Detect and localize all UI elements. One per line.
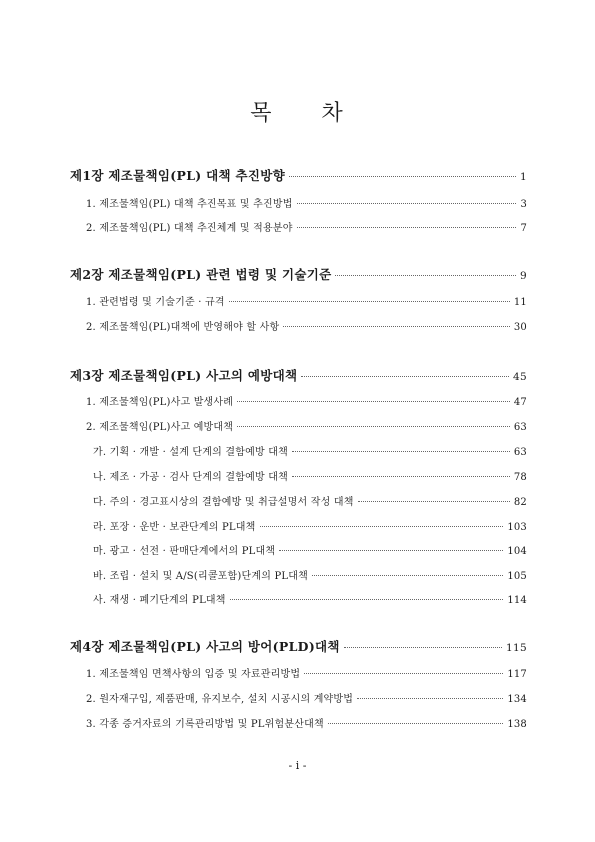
section-title: 2. 제조물책임(PL)대책에 반영해야 할 사항 [86, 322, 280, 333]
dot-leader [283, 325, 510, 327]
subsection-title: 사. 재생 · 폐기단계의 PL대책 [93, 595, 226, 606]
dot-leader [292, 475, 510, 477]
dot-leader [289, 175, 516, 177]
page-number: 138 [507, 719, 527, 730]
dot-leader [260, 525, 504, 527]
section-title: 1. 제조물책임(PL) 대책 추진목표 및 추진방법 [86, 199, 293, 210]
section-title: 1. 제조물책임 면책사항의 입증 및 자료관리방법 [86, 669, 301, 680]
page-footer: - i - [288, 759, 307, 772]
page-number: 103 [507, 522, 527, 533]
subsection-title: 가. 기획 · 개발 · 설계 단계의 결함예방 대책 [93, 447, 288, 458]
chapter-title: 제4장 제조물책임(PL) 사고의 방어(PLD)대책 [70, 639, 340, 654]
toc-section[interactable] [86, 690, 527, 705]
dot-leader [301, 375, 509, 377]
toc-section[interactable] [86, 318, 527, 333]
section-title: 1. 제조물책임(PL)사고 발생사례 [86, 397, 234, 408]
dot-leader [335, 274, 516, 276]
toc-section[interactable] [86, 715, 527, 730]
dot-leader [230, 598, 504, 600]
dot-leader [358, 500, 510, 502]
title-left: 목 [250, 101, 274, 126]
page-number: 63 [513, 447, 527, 458]
subsection-title: 라. 포장 · 운반 · 보관단계의 PL대책 [93, 522, 256, 533]
page-number: 115 [506, 642, 527, 654]
page-number: 78 [513, 472, 527, 483]
toc-subsection[interactable] [93, 443, 527, 458]
toc-chapter-2[interactable] [70, 265, 527, 283]
page-number: 47 [513, 397, 527, 408]
dot-leader [237, 400, 510, 402]
toc-chapter-4[interactable] [70, 637, 527, 655]
page-number: 105 [507, 571, 527, 582]
dot-leader [297, 202, 517, 204]
page-number: 30 [513, 322, 527, 333]
page-number: 3 [520, 199, 527, 210]
toc-section[interactable] [86, 219, 527, 234]
section-title: 2. 제조물책임(PL)사고 예방대책 [86, 422, 234, 433]
dot-leader [229, 300, 510, 302]
subsection-title: 나. 제조 · 가공 · 검사 단계의 결함예방 대책 [93, 472, 288, 483]
page-number: 117 [507, 669, 527, 680]
chapter-title: 제3장 제조물책임(PL) 사고의 예방대책 [70, 368, 298, 383]
dot-leader [328, 722, 504, 724]
section-title: 2. 제조물책임(PL) 대책 추진체계 및 적용분야 [86, 223, 293, 234]
toc-section[interactable] [86, 195, 527, 210]
toc-subsection[interactable] [93, 567, 527, 582]
dot-leader [344, 646, 502, 648]
dot-leader [237, 425, 510, 427]
chapter-title: 제1장 제조물책임(PL) 대책 추진방향 [70, 168, 286, 183]
page-number: 82 [513, 497, 527, 508]
toc-section[interactable] [86, 665, 527, 680]
dot-leader [279, 549, 503, 551]
page-number: 134 [507, 694, 527, 705]
toc-section[interactable] [86, 393, 527, 408]
dot-leader [297, 226, 517, 228]
page-number: 9 [520, 270, 527, 282]
chapter-title: 제2장 제조물책임(PL) 관련 법령 및 기술기준 [70, 267, 332, 282]
page-number: 11 [513, 297, 527, 308]
toc-chapter-3[interactable] [70, 366, 527, 384]
subsection-title: 바. 조립 · 설치 및 A/S(리콜포함)단계의 PL대책 [93, 571, 308, 582]
toc-subsection[interactable] [93, 518, 527, 533]
page-number: 7 [520, 223, 527, 234]
page-number: 1 [520, 171, 527, 183]
dot-leader [292, 450, 510, 452]
toc-subsection[interactable] [93, 542, 527, 557]
section-title: 2. 원자재구입, 제품판매, 유지보수, 설치 시공시의 계약방법 [86, 694, 354, 705]
dot-leader [312, 574, 503, 576]
section-title: 1. 관련법령 및 기술기준 · 규격 [86, 297, 225, 308]
page-number: 114 [507, 595, 527, 606]
subsection-title: 마. 광고 · 선전 · 판매단계에서의 PL대책 [93, 546, 276, 557]
title-right: 차 [321, 101, 345, 126]
subsection-title: 다. 주의 · 경고표시상의 결함예방 및 취급설명서 작성 대책 [93, 497, 354, 508]
toc-subsection[interactable] [93, 591, 527, 606]
page-number: 63 [513, 422, 527, 433]
dot-leader [304, 672, 503, 674]
toc-section[interactable] [86, 418, 527, 433]
toc-subsection[interactable] [93, 493, 527, 508]
toc-section[interactable] [86, 293, 527, 308]
page-title [0, 96, 595, 127]
toc-subsection[interactable] [93, 468, 527, 483]
section-title: 3. 각종 증거자료의 기록관리방법 및 PL위험분산대책 [86, 719, 324, 730]
page-number: 104 [507, 546, 527, 557]
toc-chapter-1[interactable] [70, 166, 527, 184]
dot-leader [357, 697, 503, 699]
page-number: 45 [513, 371, 527, 383]
